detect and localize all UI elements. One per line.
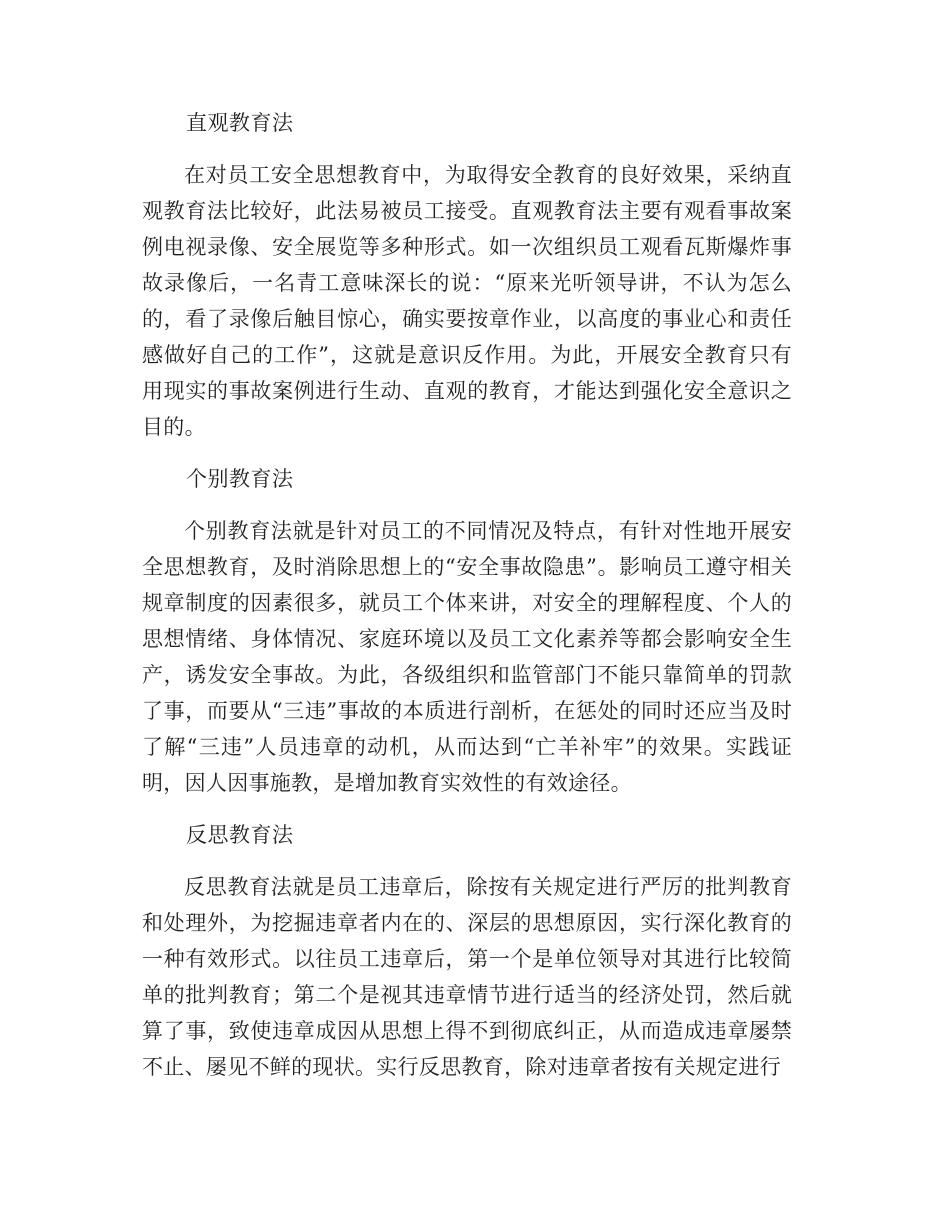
section-body-individual-education: 个别教育法就是针对员工的不同情况及特点，有针对性地开展安全思想教育，及时消除思想上的“安全事故隐患”。影响员工遵守相关规章制度的因素很多，就员工个体来讲，对安全的理解程度、个人的思想情绪、身体情况、家庭环境以及员工文化素养等都会影响安全生产，诱发安全事故。为此，各级组织和监管部门不能只靠简单的罚款了事，而要从“三违”事故的本质进行剖析，在惩处的同时还应当及时了解“三违”人员违章的动机，从而达到“亡羊补牢”的效果。实践证明，因人因事施教，是增加教育实效性的有效途径。 (142, 519, 792, 795)
spacer (142, 853, 792, 869)
section-body-reflection-education: 反思教育法就是员工违章后，除按有关规定进行严厉的批判教育和处理外，为挖掘违章者内在的、深层的思想原因，实行深化教育的一种有效形式。以往员工违章后，第一个是单位领导对其进行比较简单的批判教育；第二个是视其违章情节进行适当的经济处罚，然后就算了事，致使违章成因从思想上得不到彻底纠正，从而造成违章屡禁不止、屡见不鲜的现状。实行反思教育，除对违章者按有关规定进行 (142, 875, 792, 1079)
section-heading-reflection-education: 反思教育法 (186, 823, 294, 847)
spacer (142, 497, 792, 513)
section-heading-individual-education: 个别教育法 (186, 467, 294, 491)
section-body-direct-education: 在对员工安全思想教育中，为取得安全教育的良好效果，采纳直观教育法比较好，此法易被员工接受。直观教育法主要有观看事故案例电视录像、安全展览等多种形式。如一次组织员工观看瓦斯爆炸事故录像后，一名青工意味深长的说：“原来光听领导讲，不认为怎么的，看了录像后触目惊心，确实要按章作业，以高度的事业心和责任感做好自己的工作”，这就是意识反作用。为此，开展安全教育只有用现实的事故案例进行生动、直观的教育，才能达到强化安全意识之目的。 (142, 163, 792, 439)
section-heading-direct-education: 直观教育法 (186, 111, 294, 135)
spacer (142, 445, 792, 461)
spacer (142, 801, 792, 817)
spacer (142, 141, 792, 157)
document-page (142, 105, 792, 1085)
